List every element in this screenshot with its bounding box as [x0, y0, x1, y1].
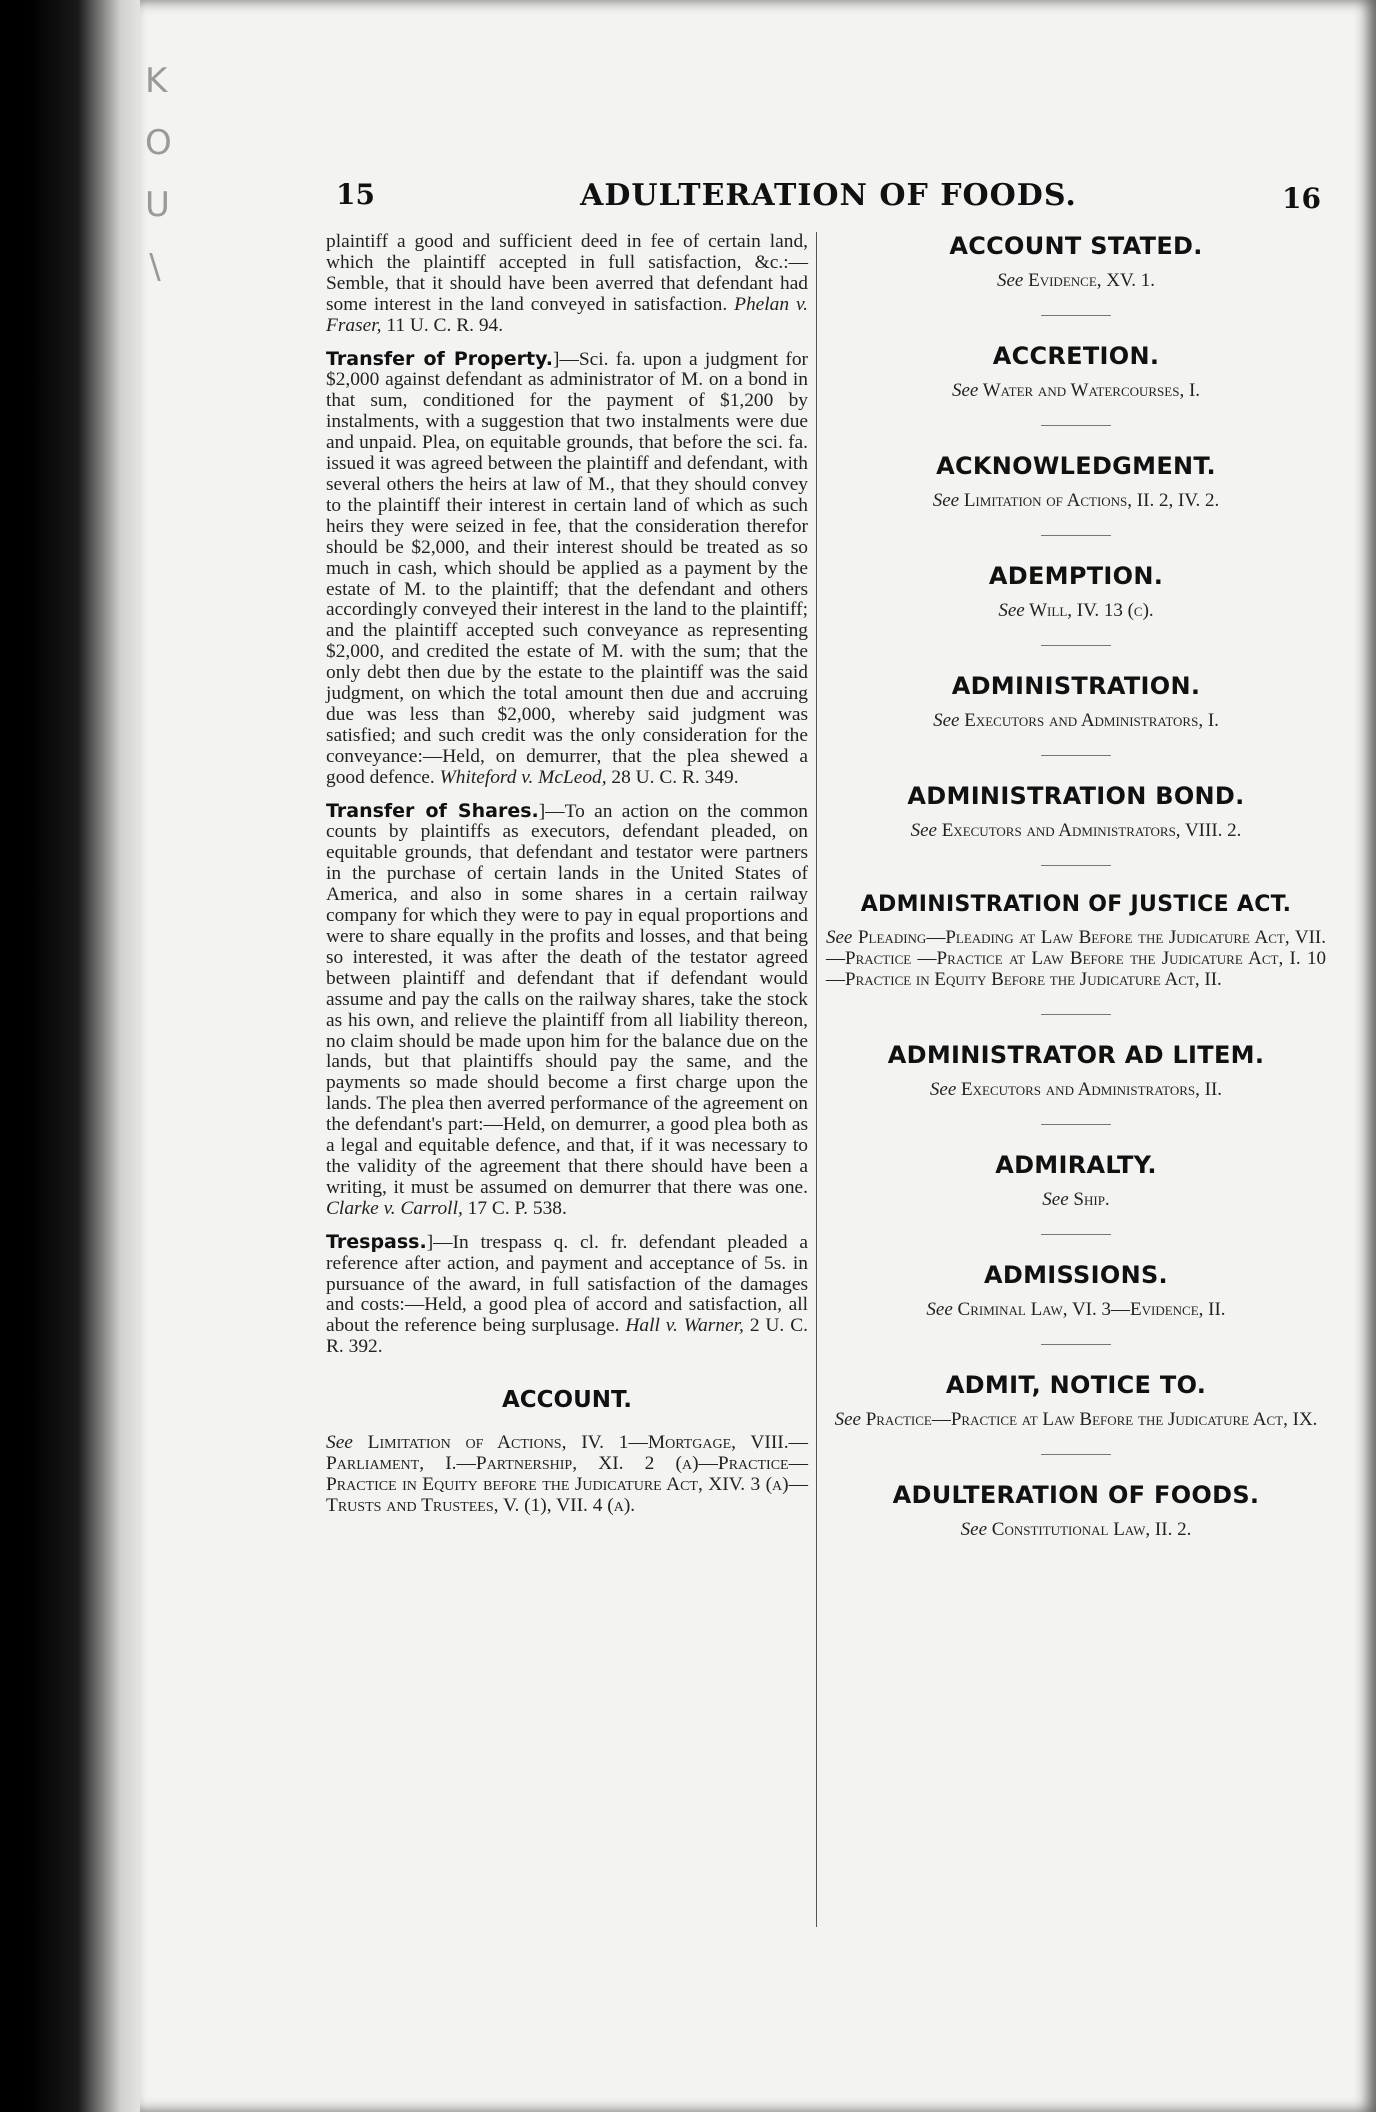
cross-reference [820, 600, 1332, 621]
paragraph-text: ]—Sci. fa. upon a judgment for $2,000 against defendant as administrator of M. on a bond in that sum, conditioned for the payment of $1,200 by instalments, with a suggestion that two instalments were due and unpaid. Plea, on equitable grounds, that before the sci. fa. issued it was agreed between the plaintiff and defendant, with several others the heirs at law of M., that they should convey to the plaintiff their interest in certain land of which as such heirs they were seized in fee, that the consideration therefor should be $2,000, and their interest should be treated as so much in cash, which should be applied as a payment by the estate of M. to the plaintiff; that the defendant and others accordingly conveyed their interest in the land to the plaintiff; and the plaintiff accepted such conveyance as representing $2,000, and credited the estate of M. with the sum; that the only debt then due by the estate to the plaintiff was the said judgment, on which the total amount then due and accruing due was less than $2,000, whereby said judgment was satisfied; and such credit was the only consideration for the conveyance:—Held, on demurrer, that the plea shewed a good defence. [326, 348, 808, 788]
citation: 17 C. P. 538. [467, 1197, 567, 1219]
page-number-right: 16 [1282, 182, 1321, 215]
cross-reference-text: Limitation of Actions, IV. 1—Mortgage, VIII.—Parliament, I.—Partnership, XI. 2 (a)—Practice—Practice in Equity before the Judicature Act, XIV. 3 (a)—Trusts and Trustees, V. (1), VII. 4 (a). [326, 1432, 808, 1516]
cross-reference-text: Will, IV. 13 (c). [1029, 600, 1154, 621]
entry-separator [1041, 865, 1111, 866]
index-entry [820, 1041, 1332, 1125]
cross-reference [820, 1189, 1332, 1210]
cross-reference [820, 1409, 1332, 1430]
scan-edge-strip [30, 0, 150, 2112]
entry-separator [1041, 1014, 1111, 1015]
paragraph [326, 232, 808, 337]
cross-reference [820, 1079, 1332, 1100]
entry-separator [1041, 1234, 1111, 1235]
entry-separator [1041, 755, 1111, 756]
index-entry [820, 452, 1332, 536]
index-entry [820, 672, 1332, 756]
index-entry [820, 892, 1332, 1015]
cross-reference-text: Limitation of Actions, II. 2, IV. 2. [963, 490, 1220, 511]
entry-heading: ACCOUNT STATED. [949, 232, 1203, 260]
cross-reference-text: Evidence, XV. 1. [1028, 270, 1156, 291]
index-entry [820, 1481, 1332, 1540]
citation: 11 U. C. R. 94. [386, 314, 504, 336]
cross-reference [326, 1433, 808, 1517]
entry-heading: ADMINISTRATION BOND. [907, 782, 1245, 810]
entry-separator [1041, 1454, 1111, 1455]
see-label: See [834, 1409, 861, 1430]
see-label: See [929, 1079, 957, 1100]
page-title: ADULTERATION OF FOODS. [580, 178, 1077, 213]
see-label: See [926, 1299, 953, 1320]
cross-reference-text: Pleading—Pleading at Law Before the Judicature Act, VII.—Practice —Practice at Law Before the Judicature Act, I. 10—Practice in Equity Before the Judicature Act, II. [826, 927, 1326, 990]
index-entry [820, 782, 1332, 866]
run-in-heading: Transfer of Property. [326, 347, 553, 370]
entry-heading: ADMIRALTY. [995, 1151, 1157, 1179]
paragraph-text: plaintiff a good and sufficient deed in fee of certain land, which the plaintiff accepted in full satisfaction, &c.:—Semble, that it should have been averred that defendant had some interest in the land conveyed in satisfaction. [326, 231, 808, 315]
section-heading: ACCOUNT. [502, 1387, 632, 1414]
cross-reference-text: Practice—Practice at Law Before the Judicature Act, IX. [865, 1409, 1318, 1430]
see-label: See [326, 1432, 353, 1454]
entry-heading: ADMINISTRATOR AD LITEM. [887, 1041, 1265, 1069]
paragraph-text: ]—To an action on the common counts by plaintiffs as executors, defendant pleaded, on equitable grounds, that defendant and testator were partners in the purchase of certain lands in the United States of America, and also in some shares in a certain railway company for which they were to pay in equal proportions and were to share equally in the profits and losses, and that being so interested, it was after the death of the testator agreed between plaintiff and defendant that if defendant would assume and pay the calls on the railway shares, take the stock as his own, and relieve the plaintiff from all liability thereon, no claim should be made upon him for the balance due on the lands, but that plaintiffs should pay the same, and the payments so made should become a first charge upon the lands. The plea then averred performance of the agreement on the defendant's part:—Held, on demurrer, a good plea both as a legal and equitable defence, and that, if it was necessary to the validity of the agreement that there should have been a writing, it must be assumed on demurrer that there was one. [326, 800, 808, 1198]
index-entry [820, 562, 1332, 646]
paragraph [326, 1232, 808, 1358]
case-name: Whiteford v. McLeod, [439, 766, 607, 788]
see-label: See [951, 380, 979, 401]
running-header [336, 178, 1321, 218]
see-label: See [826, 927, 853, 948]
cross-reference [820, 270, 1332, 291]
entry-heading: ADEMPTION. [988, 562, 1164, 590]
see-label: See [960, 1519, 988, 1540]
see-label: See [998, 600, 1025, 621]
cross-reference [820, 1299, 1332, 1320]
run-in-heading: Transfer of Shares. [326, 799, 539, 822]
entry-separator [1041, 535, 1111, 536]
paragraph [326, 801, 808, 1220]
cross-reference [820, 380, 1332, 401]
cross-reference-text: Executors and Administrators, II. [961, 1079, 1223, 1100]
edge-marks: K O U \ [145, 61, 172, 287]
entry-heading: ACCRETION. [992, 342, 1160, 370]
entry-heading: ADMINISTRATION OF JUSTICE ACT. [860, 892, 1292, 917]
cross-reference [820, 1519, 1332, 1540]
entry-separator [1041, 1124, 1111, 1125]
entry-heading: ADMISSIONS. [984, 1261, 1168, 1289]
citation: 2 U. C. R. 392. [326, 1315, 808, 1358]
entry-separator [1041, 425, 1111, 426]
run-in-heading: Trespass. [326, 1230, 427, 1253]
cross-reference [820, 927, 1332, 990]
see-label: See [933, 710, 960, 731]
index-entry [820, 1261, 1332, 1345]
cross-reference-text: Criminal Law, VI. 3—Evidence, II. [957, 1299, 1226, 1320]
cross-reference-text: Ship. [1073, 1189, 1110, 1210]
page-number-left: 15 [336, 178, 375, 211]
entry-separator [1041, 645, 1111, 646]
see-label: See [1042, 1189, 1069, 1210]
see-label: See [932, 490, 960, 511]
right-column [820, 232, 1332, 1540]
case-name: Phelan v. Fraser, [326, 293, 808, 336]
citation: 28 U. C. R. 349. [611, 766, 739, 788]
cross-reference [820, 820, 1332, 841]
paragraph-text: ]—In trespass q. cl. fr. defendant pleaded a reference after action, and payment and acceptance of 5s. in pursuance of the award, in full satisfaction of the damages and costs:—Held, a good plea of accord and satisfaction, all about the reference being surplusage. [326, 1231, 808, 1337]
cross-reference-text: Executors and Administrators, I. [964, 710, 1219, 731]
entry-separator [1041, 315, 1111, 316]
cross-reference [820, 490, 1332, 511]
paragraph [326, 349, 808, 789]
case-name: Hall v. Warner, [625, 1315, 744, 1337]
cross-reference-text: Constitutional Law, II. 2. [991, 1519, 1192, 1540]
see-label: See [996, 270, 1024, 291]
index-entry [820, 1371, 1332, 1455]
case-name: Clarke v. Carroll, [326, 1197, 463, 1219]
index-entry [820, 1151, 1332, 1235]
left-column [326, 232, 808, 1529]
entry-separator [1041, 1344, 1111, 1345]
index-entry [820, 232, 1332, 316]
entry-heading: ACKNOWLEDGMENT. [936, 452, 1216, 480]
column-divider [816, 232, 817, 1927]
index-entry [820, 342, 1332, 426]
cross-reference [820, 710, 1332, 731]
entry-heading: ADMIT, NOTICE TO. [945, 1371, 1207, 1399]
entry-heading: ADMINISTRATION. [951, 672, 1201, 700]
cross-reference-text: Water and Watercourses, I. [982, 380, 1201, 401]
see-label: See [910, 820, 937, 841]
entry-heading: ADULTERATION OF FOODS. [892, 1481, 1260, 1509]
cross-reference-text: Executors and Administrators, VIII. 2. [941, 820, 1242, 841]
